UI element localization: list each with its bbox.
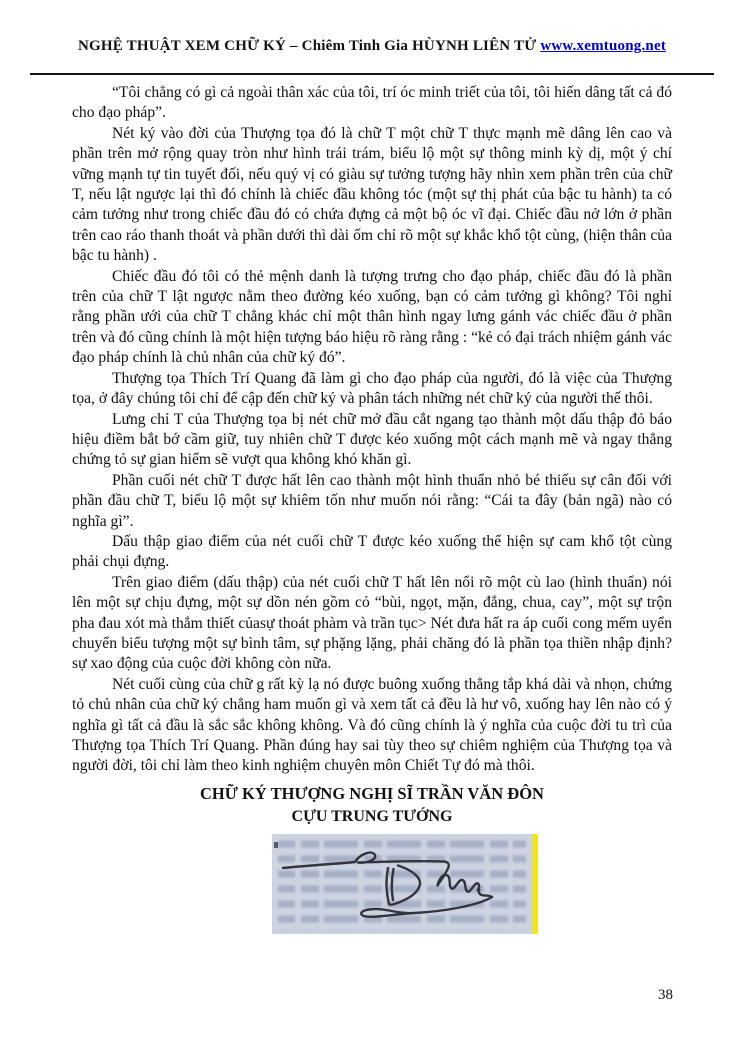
signature-strokes — [283, 852, 492, 916]
paragraph: Lưng chỉ T của Thượng tọa bị nét chữ mở đầu cắt ngang tạo thành một dấu thập đỏ báo hiệu điềm bắt bớ cầm giữ, tuy nhiên chữ T được kéo xuống một cách mạnh mẽ và ngay thẳng chứng tỏ sự gian hiểm sẽ vượt qua không khó khăn gì. — [72, 410, 672, 469]
page-number: 38 — [658, 987, 673, 1003]
section-subheading-rank: CỰU TRUNG TƯỚNG — [291, 807, 453, 825]
paragraph: Trên giao điểm (dấu thập) của nét cuối chữ T hất lên nổi rõ một cù lao (hình thuẩn) nói lên một sự chịu đựng, một sự dồn nén gồm cỏ “bùi, ngọt, mặn, đắng, chua, cay”, một sự trộn pha đau xót mà thắm thiết củasự thoát phàm và trần tục> Nét đưa hất ra áp cuối cong mếm uyển chuyển biểu tượng một sự bình tâm, sự phặng lặng, phải chăng đó là phần tọa thiền nhập định? sự xao động của cuộc đời không còn nữa. — [72, 573, 672, 673]
header-title: NGHỆ THUẬT XEM CHỮ KÝ – Chiêm Tinh Gia HÙYNH LIÊN TỬ — [77, 38, 541, 54]
paragraph: Thượng tọa Thích Trí Quang đã làm gì cho đạo pháp của người, đó là việc của Thượng tọa, ở đây chúng tôi chỉ để cập đến chữ ký và phân tách những nét chữ ký của người thế thôi. — [72, 369, 672, 408]
paragraph: “Tôi chẳng có gì cả ngoài thân xác của tôi, trí óc minh triết của tôi, tôi hiến dâng tất cả đó cho đạo pháp”. — [72, 84, 672, 122]
article-body — [72, 83, 672, 934]
paragraph: Chiếc đầu đó tôi có thẻ mệnh danh là tượng trưng cho đạo pháp, chiếc đầu đó là phần trên của chữ T lật ngược nằm theo đường kéo xuống, bạn có cảm tưởng gì không? Tôi nghỉ rằng phần ưới của chữ T chẳng khác chỉ một thân hình ngay lưng gánh vác chiếc đầu ở phần trên và đó cũng chính là một hiện tượng báo hiệu rõ ràng rằng : “kẻ có đại trách nhiệm gánh vác đạo pháp chính là chủ nhân của chữ ký đó”. — [72, 267, 672, 367]
scan-yellow-edge-stripe — [533, 834, 538, 934]
paragraph: Dấu thập giao điểm của nét cuối chữ T được kéo xuống thể hiện sự cam khổ tột cùng phải chụi đựng. — [72, 532, 672, 571]
header-divider — [30, 73, 714, 75]
signature-scan-image — [272, 834, 538, 934]
signature-ink-drawing — [272, 834, 538, 934]
header-website-link[interactable]: www.xemtuong.net — [540, 38, 667, 54]
paragraph: Nét cuối cùng của chữ g rất kỳ lạ nó được buông xuống thẳng tắp khá dài và nhọn, chứng tỏ chủ nhân của chữ ký chẳng ham muốn gì và xem tất cả đều là hư vô, xuống hay lên nào có ý nghĩa gì tất cả đầu là sắc sắc không không. Và đó cũng chính là ý nghĩa của cuộc đời tu trì của Thượng tọa Thích Trí Quang. Phần đúng hay sai tùy theo sự chiêm nghiệm của Thượng tọa và người đời, tôi chỉ làm theo kinh nghiệm chuyên môn Chiết Tự đó mà thôi. — [72, 675, 672, 775]
paragraph: Nét ký vào đời của Thượng tọa đó là chữ T một chữ T thực mạnh mẽ dâng lên cao và phần trên mở rộng quay tròn như hình trái trám, biểu lộ một sự thông minh kỳ dị, một ý chí vững mạnh tự tin tuyết đối, nếu quý vị có giàu sự tưởng tượng hãy nhìn xem phần trên của chữ T, nếu lật ngược lại thì đó chính là chiếc đầu không tóc (một sự thị phát của bậc tu hành) ta có cảm tưởng như trong chiếc đầu đó có chứa đựng cả một bộ óc vĩ đại. Chiếc đầu nở lớn ở phần trên cao ráo thanh thoát và phần dưới thì dài ốm chỉ rõ một sự khắc khổ tột cùng, (hiện thân của bậc tu hành) . — [72, 124, 672, 265]
section-heading-signature: CHỮ KÝ THƯỢNG NGHỊ SĨ TRẦN VĂN ĐÔN — [200, 783, 544, 803]
page-header — [0, 38, 744, 55]
paragraph: Phần cuối nét chữ T được hất lên cao thành một hình thuẩn nhỏ bé thiếu sự cân đối với phần đầu chữ T, biểu lộ một sự khiêm tốn như muốn nói rằng: “Cái ta đây (bản ngã) nào có nghĩa gì”. — [72, 471, 672, 530]
